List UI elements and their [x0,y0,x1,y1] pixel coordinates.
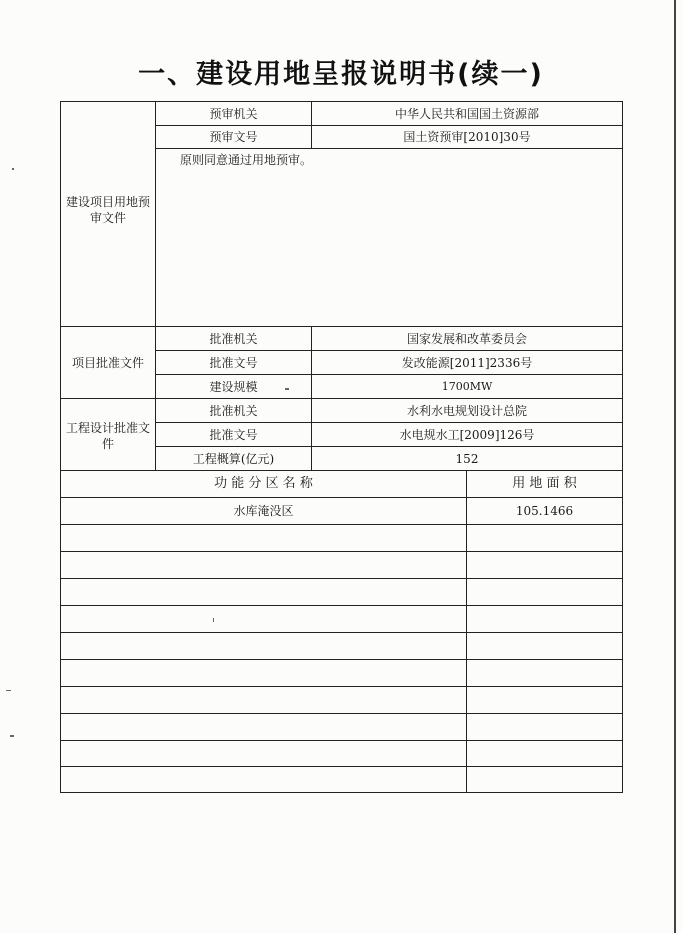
project-approval-authority-value: 国家发展和改革委员会 [406,331,527,346]
row-line [60,524,623,525]
row-line [60,578,623,579]
zone-name-header: 功 能 分 区 名 称 [214,476,313,491]
pre-review-doc-no-label: 预审文号 [209,130,258,144]
zone-row-area: 105.1466 [515,504,574,518]
row-line [60,605,623,606]
row-line [155,148,622,149]
table-border-left [60,101,61,793]
project-approval-doc-no-value: 发改能源[2011]2336号 [401,355,533,370]
page-title: 一、建设用地呈报说明书(续一) [138,59,544,90]
scan-speck [6,690,11,691]
row-line [60,740,623,741]
design-approval-section-label: 工程设计批准文件 [65,421,150,451]
pre-review-authority-label: 预审机关 [209,106,258,121]
table-border-bottom [60,792,623,793]
pre-review-doc-no-value: 国土资预审[2010]30号 [403,130,531,144]
project-approval-scale-label: 建设规模 [209,379,258,394]
row-line [60,551,623,552]
row-line [60,766,623,767]
design-approval-authority-label: 批准机关 [209,403,258,418]
project-approval-doc-no-label: 批准文号 [209,355,258,370]
pre-review-authority-value: 中华人民共和国国土资源部 [394,106,539,121]
row-line [60,713,623,714]
scan-speck [10,735,14,737]
scan-page-edge [674,0,676,933]
project-approval-section-label: 项目批准文件 [71,355,144,370]
zone-row-name: 水库淹没区 [233,504,294,518]
scan-speck [12,168,14,170]
row-line [60,686,623,687]
table-border-right [622,101,623,793]
project-approval-authority-label: 批准机关 [209,331,258,346]
row-line [60,632,623,633]
pre-review-opinion: 原则同意通过用地预审。 [180,153,313,167]
budget-label: 工程概算(亿元) [192,451,275,466]
row-line [60,659,623,660]
zone-area-header: 用 地 面 积 [512,476,577,491]
design-approval-doc-no-label: 批准文号 [209,427,258,442]
design-approval-authority-value: 水利水电规划设计总院 [406,403,527,418]
pre-review-section-label: 建设项目用地预审文件 [65,195,150,225]
project-approval-scale-value: 1700MW [441,379,493,393]
scan-speck [213,618,214,622]
scan-speck [285,388,289,390]
budget-value: 152 [455,451,479,466]
design-approval-doc-no-value: 水电规水工[2009]126号 [399,427,535,442]
